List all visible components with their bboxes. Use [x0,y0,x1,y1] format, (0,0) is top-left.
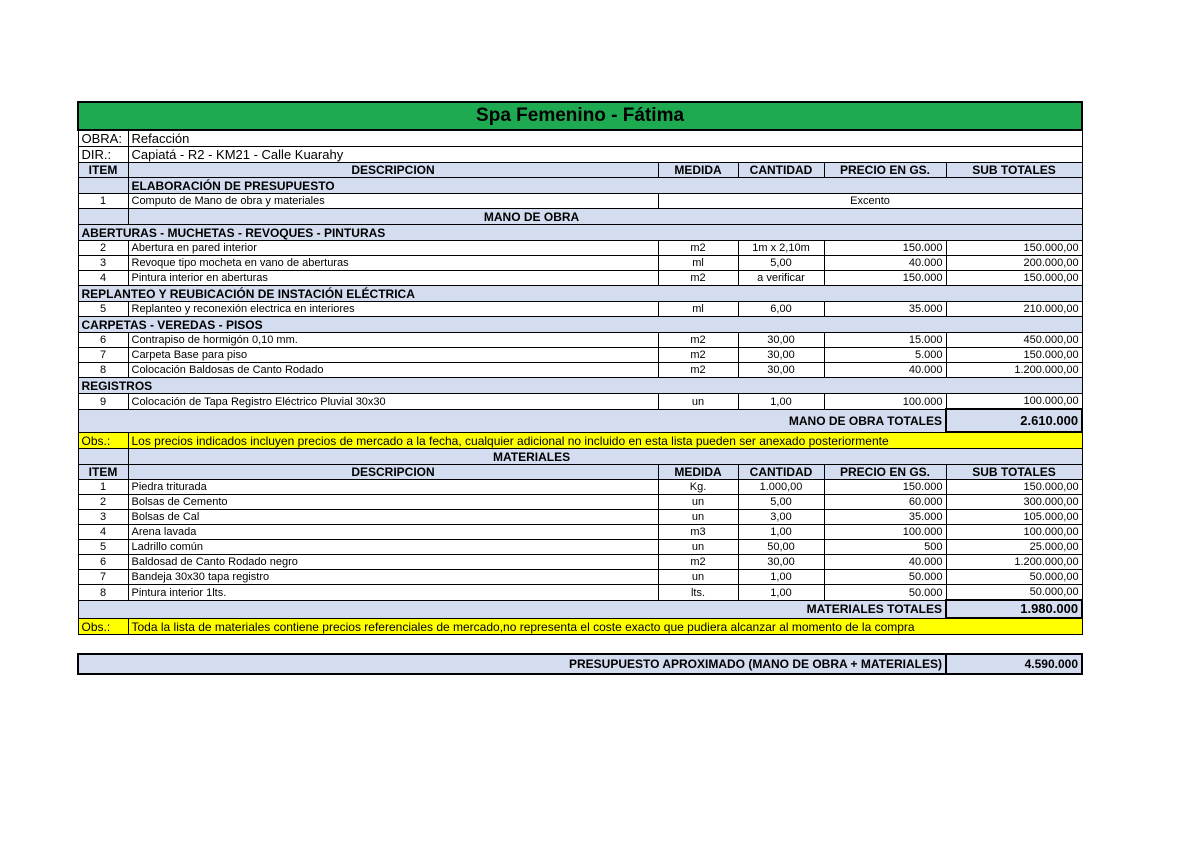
mano-obra-title-row [78,209,1082,225]
dir-label: DIR.: [78,147,128,163]
dir-row [78,147,1082,163]
item-cantidad: 30,00 [738,363,824,378]
item-medida: m2 [658,555,738,570]
item-medida: un [658,510,738,525]
item-cantidad: 6,00 [738,302,824,317]
item-precio: 35.000 [824,302,946,317]
item-precio: 150.000 [824,241,946,256]
presupuesto-note: Excento [658,194,1082,209]
item-medida: lts. [658,585,738,601]
item-cantidad: 30,00 [738,555,824,570]
final-total-table [77,653,1083,675]
header-precio: PRECIO EN GS. [824,163,946,178]
item-cantidad: 1m x 2,10m [738,241,824,256]
item-number: 6 [78,333,128,348]
budget-table [77,101,1083,635]
empty-cell [78,449,128,465]
final-total-value: 4.590.000 [946,654,1082,674]
item-subtotal: 1.200.000,00 [946,555,1082,570]
final-total-row [78,654,1082,674]
item-precio: 150.000 [824,271,946,286]
mano-obra-total-label: MANO DE OBRA TOTALES [78,409,946,432]
item-number: 7 [78,570,128,585]
item-cantidad: 1.000,00 [738,480,824,495]
item-medida: m3 [658,525,738,540]
item-precio: 35.000 [824,510,946,525]
table-row [78,555,1082,570]
item-precio: 40.000 [824,256,946,271]
item-precio: 500 [824,540,946,555]
item-description: Contrapiso de hormigón 0,10 mm. [128,333,658,348]
header-item: ITEM [78,465,128,480]
obs-mano-row [78,432,1082,449]
item-number: 3 [78,510,128,525]
item-medida: Kg. [658,480,738,495]
empty-cell [78,178,128,194]
item-number: 4 [78,525,128,540]
item-subtotal: 100.000,00 [946,525,1082,540]
item-number: 2 [78,495,128,510]
obs-materiales-text: Toda la lista de materiales contiene precios referenciales de mercado,no representa el coste exacto que pudiera alcanzar al momento de la compra [128,618,1082,635]
item-medida: m2 [658,363,738,378]
mano-obra-title: MANO DE OBRA [128,209,1082,225]
item-number: 4 [78,271,128,286]
header-descripcion: DESCRIPCION [128,163,658,178]
header-cantidad: CANTIDAD [738,163,824,178]
sheet-title: Spa Femenino - Fátima [78,102,1082,130]
item-precio: 50.000 [824,570,946,585]
table-row [78,302,1082,317]
spacer [77,635,1081,653]
item-description: Bandeja 30x30 tapa registro [128,570,658,585]
item-cantidad: 30,00 [738,348,824,363]
item-medida: un [658,570,738,585]
item-cantidad: 3,00 [738,510,824,525]
item-cantidad: 30,00 [738,333,824,348]
materiales-total-label: MATERIALES TOTALES [78,600,946,618]
item-subtotal: 150.000,00 [946,348,1082,363]
item-subtotal: 300.000,00 [946,495,1082,510]
item-subtotal: 50.000,00 [946,585,1082,601]
item-description: Pintura interior en aberturas [128,271,658,286]
group-title: REGISTROS [78,378,1082,394]
final-total-label: PRESUPUESTO APROXIMADO (MANO DE OBRA + MATERIALES) [78,654,946,674]
item-precio: 15.000 [824,333,946,348]
header-medida: MEDIDA [658,163,738,178]
obs-materiales-row [78,618,1082,635]
item-description: Baldosad de Canto Rodado negro [128,555,658,570]
table-row [78,585,1082,601]
item-medida: m2 [658,348,738,363]
item-description: Colocación Baldosas de Canto Rodado [128,363,658,378]
item-medida: un [658,495,738,510]
item-subtotal: 100.000,00 [946,394,1082,410]
item-subtotal: 150.000,00 [946,480,1082,495]
item-subtotal: 450.000,00 [946,333,1082,348]
obs-mano-text: Los precios indicados incluyen precios de mercado a la fecha, cualquier adicional no incluido en esta lista pueden ser anexado posteriormente [128,432,1082,449]
group-title: REPLANTEO Y REUBICACIÓN DE INSTACIÓN ELÉCTRICA [78,286,1082,302]
obra-value: Refacción [128,130,1082,147]
empty-cell [78,209,128,225]
item-number: 1 [78,480,128,495]
obra-row [78,130,1082,147]
item-precio: 40.000 [824,363,946,378]
obs-label: Obs.: [78,432,128,449]
item-description: Pintura interior 1lts. [128,585,658,601]
item-number: 8 [78,363,128,378]
item-cantidad: 1,00 [738,585,824,601]
item-medida: un [658,394,738,410]
item-medida: m2 [658,271,738,286]
item-subtotal: 105.000,00 [946,510,1082,525]
table-row [78,394,1082,410]
item-medida: un [658,540,738,555]
item-description: Bolsas de Cemento [128,495,658,510]
item-number: 6 [78,555,128,570]
item-precio: 100.000 [824,394,946,410]
item-precio: 60.000 [824,495,946,510]
item-description: Colocación de Tapa Registro Eléctrico Pluvial 30x30 [128,394,658,410]
materiales-total-row [78,600,1082,618]
item-description: Bolsas de Cal [128,510,658,525]
presupuesto-row [78,194,1082,209]
presupuesto-section-title: ELABORACIÓN DE PRESUPUESTO [128,178,1082,194]
item-subtotal: 150.000,00 [946,241,1082,256]
item-subtotal: 25.000,00 [946,540,1082,555]
table-row [78,525,1082,540]
item-number: 5 [78,540,128,555]
budget-sheet [77,101,1081,675]
presupuesto-section-row [78,178,1082,194]
group-title: ABERTURAS - MUCHETAS - REVOQUES - PINTURAS [78,225,1082,241]
group-section-row [78,378,1082,394]
item-precio: 5.000 [824,348,946,363]
table-row [78,570,1082,585]
item-medida: ml [658,302,738,317]
header-medida: MEDIDA [658,465,738,480]
header-row [78,163,1082,178]
table-row [78,348,1082,363]
item-cantidad: 5,00 [738,256,824,271]
materiales-total-value: 1.980.000 [946,600,1082,618]
table-row [78,495,1082,510]
table-row [78,510,1082,525]
item-number: 7 [78,348,128,363]
item-cantidad: 50,00 [738,540,824,555]
item-cantidad: 1,00 [738,525,824,540]
group-section-row [78,317,1082,333]
mano-obra-total-value: 2.610.000 [946,409,1082,432]
table-row [78,271,1082,286]
obs-label: Obs.: [78,618,128,635]
presupuesto-item: 1 [78,194,128,209]
header-subtotal: SUB TOTALES [946,163,1082,178]
header-subtotal: SUB TOTALES [946,465,1082,480]
item-number: 9 [78,394,128,410]
group-section-row [78,225,1082,241]
item-subtotal: 200.000,00 [946,256,1082,271]
materiales-title: MATERIALES [128,449,1082,465]
item-precio: 50.000 [824,585,946,601]
table-row [78,241,1082,256]
header-descripcion: DESCRIPCION [128,465,658,480]
item-medida: m2 [658,333,738,348]
item-cantidad: 1,00 [738,570,824,585]
item-subtotal: 1.200.000,00 [946,363,1082,378]
table-row [78,480,1082,495]
item-number: 2 [78,241,128,256]
materiales-title-row [78,449,1082,465]
table-row [78,256,1082,271]
item-cantidad: 1,00 [738,394,824,410]
item-description: Arena lavada [128,525,658,540]
group-section-row [78,286,1082,302]
header-precio: PRECIO EN GS. [824,465,946,480]
item-description: Replanteo y reconexión electrica en interiores [128,302,658,317]
header-cantidad: CANTIDAD [738,465,824,480]
table-row [78,333,1082,348]
mano-obra-total-row [78,409,1082,432]
item-medida: m2 [658,241,738,256]
item-precio: 150.000 [824,480,946,495]
table-row [78,540,1082,555]
header-item: ITEM [78,163,128,178]
title-row [78,102,1082,130]
item-number: 3 [78,256,128,271]
item-description: Carpeta Base para piso [128,348,658,363]
item-medida: ml [658,256,738,271]
table-row [78,363,1082,378]
item-number: 5 [78,302,128,317]
item-precio: 100.000 [824,525,946,540]
group-title: CARPETAS - VEREDAS - PISOS [78,317,1082,333]
item-description: Ladrillo común [128,540,658,555]
item-description: Piedra triturada [128,480,658,495]
presupuesto-desc: Computo de Mano de obra y materiales [128,194,658,209]
materiales-header-row [78,465,1082,480]
item-cantidad: a verificar [738,271,824,286]
item-description: Revoque tipo mocheta en vano de aberturas [128,256,658,271]
dir-value: Capiatá - R2 - KM21 - Calle Kuarahy [128,147,1082,163]
item-description: Abertura en pared interior [128,241,658,256]
item-number: 8 [78,585,128,601]
item-precio: 40.000 [824,555,946,570]
obra-label: OBRA: [78,130,128,147]
item-subtotal: 150.000,00 [946,271,1082,286]
item-cantidad: 5,00 [738,495,824,510]
item-subtotal: 210.000,00 [946,302,1082,317]
item-subtotal: 50.000,00 [946,570,1082,585]
